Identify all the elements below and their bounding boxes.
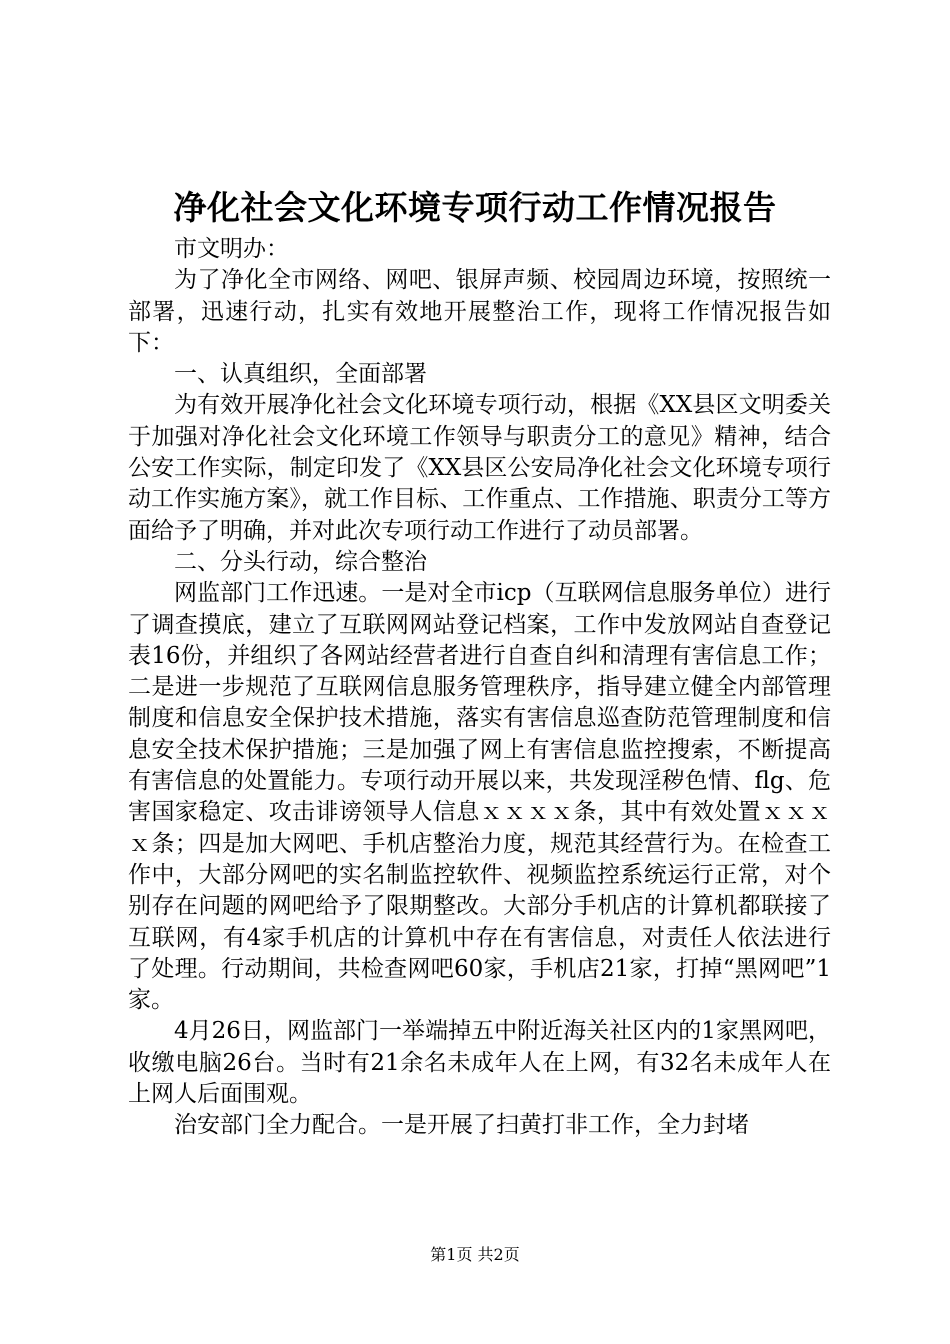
salutation-paragraph: 市文明办： [174,236,289,262]
body-paragraph-1: 为有效开展净化社会文化环境专项行动，根据《XX县区文明委关于加强对净化社会文化环境工作领导与职责分工的意见》精神，结合公安工作实际，制定印发了《XX县区公安局净化社会文化环境专项行动工作实施方案》，就工作目标、工作重点、工作措施、职责分工等方面给予了明确，并对此次专项行动工作进行了动员部署。 [128,392,831,544]
document-body [128,234,831,1142]
section-heading-1: 一、认真组织，全面部署 [174,361,427,388]
body-paragraph-2: 网监部门工作迅速。一是对全市icp（互联网信息服务单位）进行了调查摸底，建立了互联网网站登记档案，工作中发放网站自查登记表16份，并组织了各网站经营者进行自查自纠和清理有害信息工作；二是进一步规范了互联网信息服务管理秩序，指导建立健全内部管理制度和信息安全保护技术措施，落实有害信息巡查防范管理制度和信息安全技术保护措施；三是加强了网上有害信息监控搜索，不断提高有害信息的处置能力。专项行动开展以来，共发现淫秽色情、flg、危害国家稳定、攻击诽谤领导人信息ｘｘｘｘ条，其中有效处置ｘｘｘｘ条；四是加大网吧、手机店整治力度，规范其经营行为。在检查工作中，大部分网吧的实名制监控软件、视频监控系统运行正常，对个别存在问题的网吧给予了限期整改。大部分手机店的计算机都联接了互联网，有4家手机店的计算机中存在有害信息，对责任人依法进行了处理。行动期间，共检查网吧60家，手机店21家，打掉“黑网吧”1家。 [128,580,831,1014]
intro-paragraph: 为了净化全市网络、网吧、银屏声频、校园周边环境，按照统一部署，迅速行动，扎实有效地开展整治工作，现将工作情况报告如下： [128,267,831,356]
body-paragraph-4: 治安部门全力配合。一是开展了扫黄打非工作，全力封堵 [174,1112,749,1139]
document-title: 净化社会文化环境专项行动工作情况报告 [173,188,777,227]
page-number-footer: 第1页 共2页 [430,1245,520,1264]
section-heading-2: 二、分头行动，综合整治 [174,548,427,575]
body-paragraph-3: 4月26日，网监部门一举端掉五中附近海关社区内的1家黑网吧，收缴电脑26台。当时有21余名未成年人在上网，有32名未成年人在上网人后面围观。 [128,1018,831,1108]
